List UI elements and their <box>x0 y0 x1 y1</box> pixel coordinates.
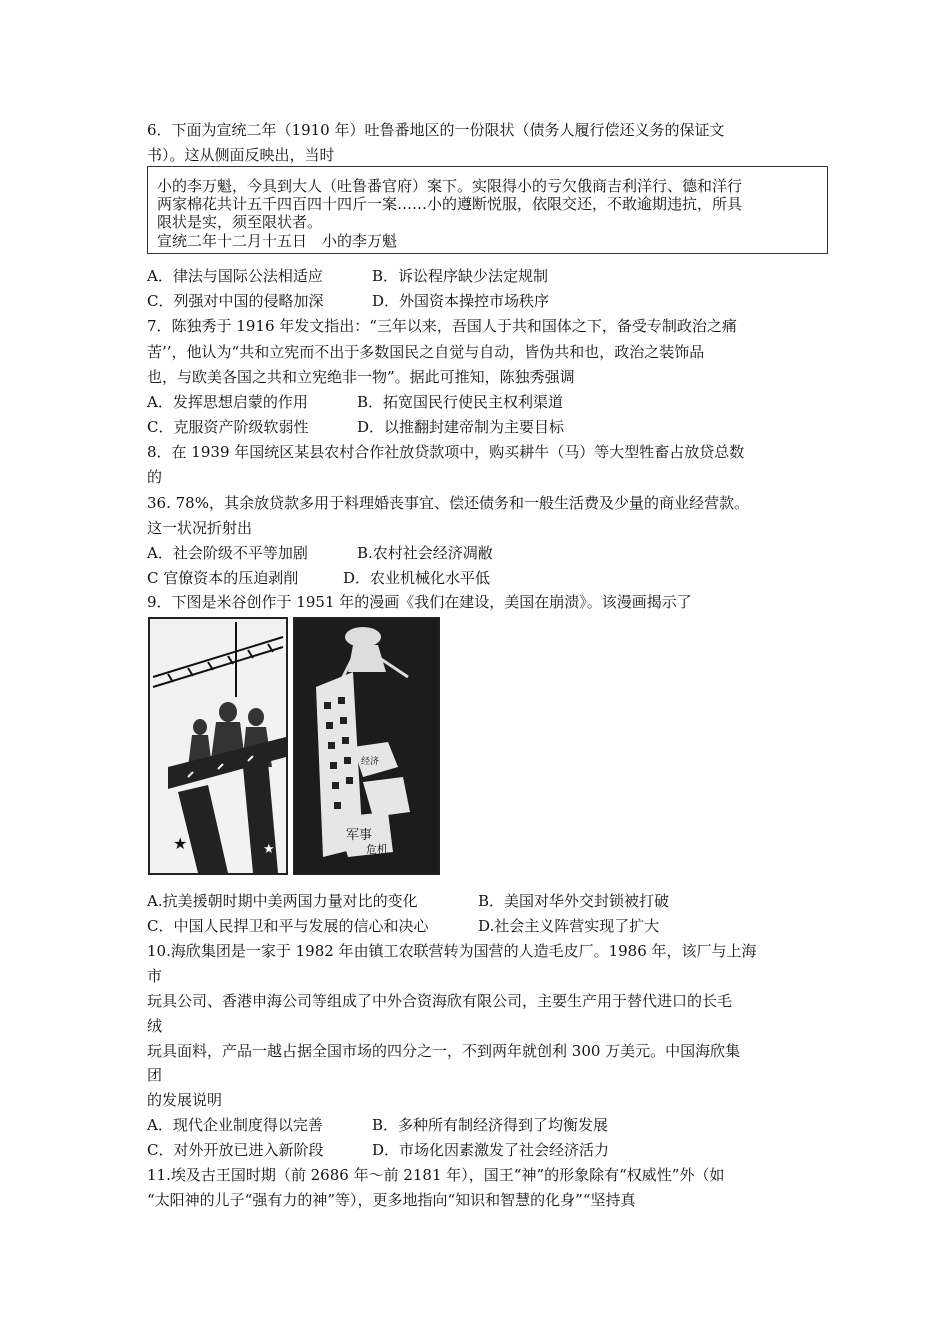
q11-stem-line-2: “太阳神的儿子“强有力的神”等），更多地指向“知识和智慧的化身”“坚持真 <box>147 1191 636 1209</box>
q6-option-b[interactable]: B．诉讼程序缺少法定规制 <box>372 267 549 285</box>
q8-option-b[interactable]: B.农村社会经济凋敝 <box>357 544 493 562</box>
cartoon-label-economy: 经济 <box>361 757 380 767</box>
q7-options-row-2 <box>147 417 564 437</box>
q6-stem-line-1: 6．下面为宣统二年（1910 年）吐鲁番地区的一份限状（债务人履行偿还义务的保证文 <box>147 121 725 139</box>
q10-stem-line-7: 的发展说明 <box>147 1091 223 1109</box>
q8-option-a[interactable]: A．社会阶级不平等加剧 <box>147 544 308 562</box>
q7-option-a[interactable]: A．发挥思想启蒙的作用 <box>147 393 308 411</box>
cartoon-image <box>148 617 440 875</box>
q6-option-c[interactable]: C．列强对中国的侵略加深 <box>147 292 324 310</box>
q10-stem-line-3: 玩具公司、香港申海公司等组成了中外合资海欣有限公司，主要生产用于替代进口的长毛 <box>147 992 733 1010</box>
q8-options-row-2 <box>147 568 490 588</box>
q10-stem-line-1: 10.海欣集团是一家于 1982 年由镇工农联营转为国营的人造毛皮厂。1986 年，该厂与上海 <box>147 942 757 960</box>
q6-option-a[interactable]: A．律法与国际公法相适应 <box>147 267 323 285</box>
q6-stem-line-2: 书）。这从侧面反映出，当时 <box>147 146 335 164</box>
q11-stem-line-1: 11.埃及古王国时期（前 2686 年～前 2181 年），国王“神”的形象除有“权威性”外（如 <box>147 1166 725 1184</box>
q7-option-c[interactable]: C．克服资产阶级软弱性 <box>147 418 309 436</box>
q10-options-row-2 <box>147 1140 609 1160</box>
q6-options-row-2 <box>147 291 549 311</box>
q7-option-b[interactable]: B．拓宽国民行使民主权利渠道 <box>357 393 564 411</box>
q9-option-b[interactable]: B．美国对华外交封锁被打破 <box>478 892 670 910</box>
q6-quote-line-1: 小的李万魁，今具到大人（吐鲁番官府）案下。实限得小的亏欠俄商吉利洋行、德和洋行 <box>157 177 743 195</box>
q6-option-d[interactable]: D．外国资本操控市场秩序 <box>372 292 550 310</box>
q8-option-c[interactable]: C 官僚资本的压迫剥削 <box>147 569 299 587</box>
q8-stem-line-1: 8．在 1939 年国统区某县农村合作社放贷款项中，购买耕牛（马）等大型牲畜占放贷总数 <box>147 443 745 461</box>
svg-text:★: ★ <box>173 834 188 853</box>
q10-option-d[interactable]: D．市场化因素激发了社会经济活力 <box>372 1141 610 1159</box>
q7-stem-line-3: 也，与欧美各国之共和立宪绝非一物”。据此可推知，陈独秀强调 <box>147 368 575 386</box>
q9-stem-line-1: 9．下图是米谷创作于 1951 年的漫画《我们在建设，美国在崩溃》。该漫画揭示了 <box>147 593 692 611</box>
q10-stem-line-2: 市 <box>147 967 163 985</box>
q7-stem-line-2: 苦’’，他认为“共和立宪而不出于多数国民之自觉与自动，皆伪共和也，政治之装饰品 <box>147 343 705 361</box>
q6-quote-box <box>147 166 828 254</box>
q9-options-row-2 <box>147 916 659 936</box>
q8-stem-line-2: 的 <box>147 468 163 486</box>
q9-option-c[interactable]: C．中国人民捍卫和平与发展的信心和决心 <box>147 917 429 935</box>
q9-option-a[interactable]: A.抗美援朝时期中美两国力量对比的变化 <box>147 892 418 910</box>
q7-option-d[interactable]: D．以推翻封建帝制为主要目标 <box>357 418 565 436</box>
q8-option-d[interactable]: D．农业机械化水平低 <box>343 569 491 587</box>
q6-quote-line-3: 限状是实，须至限状者。 <box>157 213 323 231</box>
q9-option-d[interactable]: D.社会主义阵营实现了扩大 <box>478 917 660 935</box>
cartoon-label-crisis: 危机 <box>366 843 388 856</box>
q10-options-row-1 <box>147 1115 608 1135</box>
q7-options-row-1 <box>147 392 563 412</box>
q8-stem-line-3: 36. 78%，其余放贷款多用于料理婚丧事宜、偿还债务和一般生活费及少量的商业经营款。 <box>147 494 749 512</box>
q10-option-a[interactable]: A．现代企业制度得以完善 <box>147 1116 323 1134</box>
q10-stem-line-4: 绒 <box>147 1017 163 1035</box>
q6-options-row-1 <box>147 266 548 286</box>
q10-stem-line-6: 团 <box>147 1066 163 1084</box>
q9-options-row-1 <box>147 891 669 911</box>
q10-option-b[interactable]: B．多种所有制经济得到了均衡发展 <box>372 1116 609 1134</box>
q8-stem-line-4: 这一状况折射出 <box>147 519 253 537</box>
q10-stem-line-5: 玩具面料，产品一越占据全国市场的四分之一，不到两年就创利 300 万美元。中国海欣集 <box>147 1042 741 1060</box>
q10-option-c[interactable]: C．对外开放已进入新阶段 <box>147 1141 324 1159</box>
cartoon-label-military: 军事 <box>346 828 373 843</box>
q6-quote-line-4: 宣统二年十二月十五日 小的李万魁 <box>157 232 398 250</box>
q6-quote-line-2: 两家棉花共计五千四百四十四斤一案……小的遵断悦服，依限交还，不敢逾期违抗，所具 <box>157 195 743 213</box>
q7-stem-line-1: 7．陈独秀于 1916 年发文指出：“三年以来，吾国人于共和国体之下，备受专制政治之痛 <box>147 317 737 335</box>
q8-options-row-1 <box>147 543 493 563</box>
svg-text:★: ★ <box>263 842 275 857</box>
